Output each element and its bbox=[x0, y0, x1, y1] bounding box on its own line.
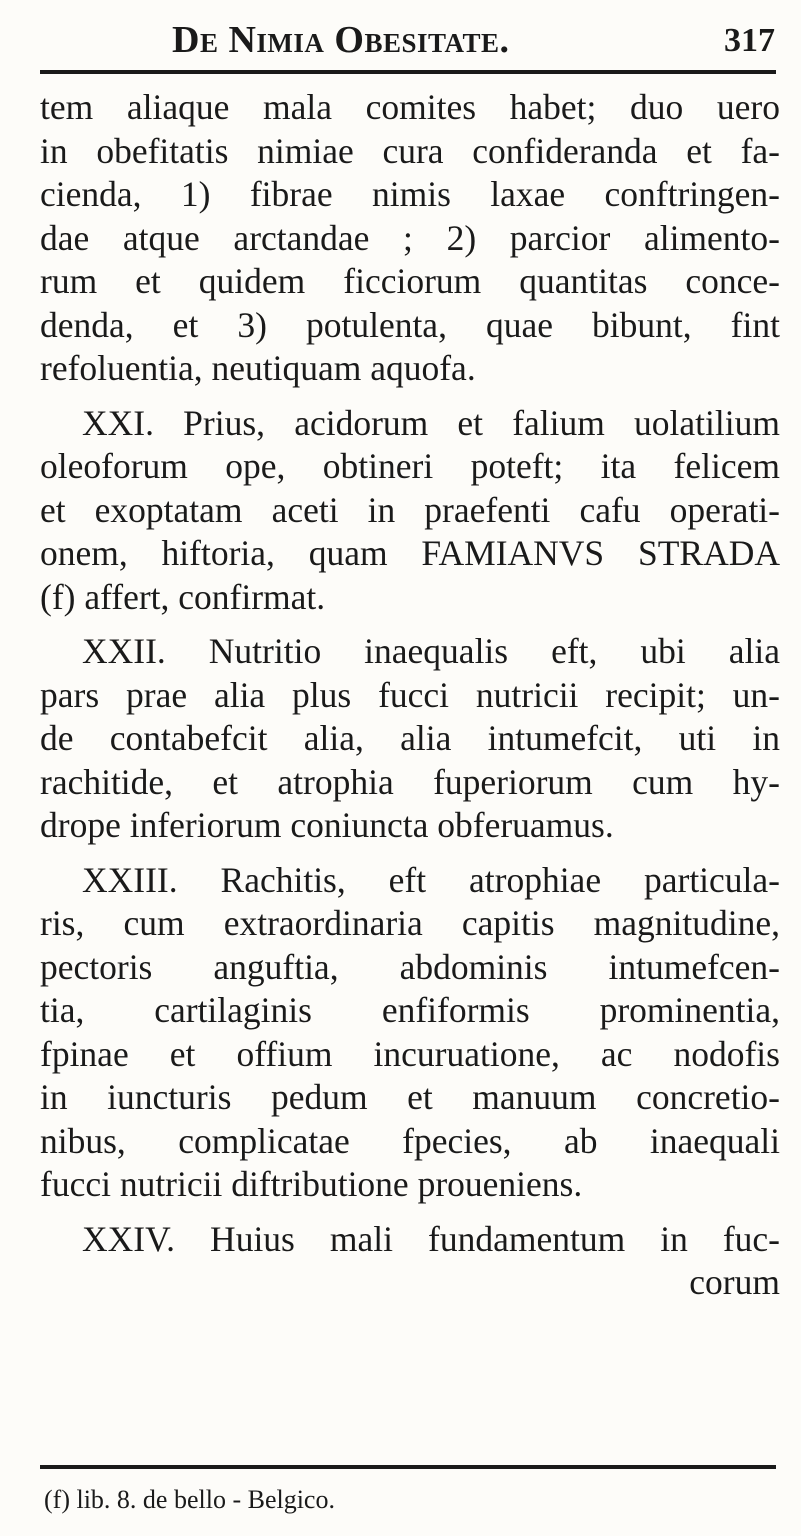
section-xxi-first-line: XXI. Prius, acidorum et falium uolatilium bbox=[82, 402, 780, 443]
paragraph-gap bbox=[40, 848, 780, 859]
text-line: ris, cum extraordinaria capitis magnitudine, bbox=[40, 903, 780, 943]
text-line: fpinae et offium incuruatione, ac nodofis bbox=[40, 1033, 780, 1074]
text-line: pectoris anguftia, abdominis intumefcen- bbox=[40, 946, 780, 987]
text-line: et exoptatam aceti in praefenti cafu operati- bbox=[40, 489, 780, 530]
text-line: denda, et 3) potulenta, quae bibunt, fint bbox=[40, 304, 780, 345]
text-line: nibus, complicatae fpecies, ab inaequali bbox=[40, 1120, 780, 1161]
section-xxiv-first-line: XXIV. Huius mali fundamentum in fuc- bbox=[82, 1218, 780, 1259]
section-xxii-first-line: XXII. Nutritio inaequalis eft, ubi alia bbox=[82, 631, 780, 671]
text-line: fucci nutricii diftributione proueniens. bbox=[40, 1164, 583, 1204]
body-text bbox=[40, 86, 780, 1305]
running-head bbox=[0, 14, 801, 64]
text-line: refoluentia, neutiquam aquofa. bbox=[40, 348, 476, 388]
paragraph-gap bbox=[40, 391, 780, 402]
text-line: dae atque arctandae ; 2) parcior alimento- bbox=[40, 217, 780, 258]
text-line: tia, cartilaginis enfiformis prominentia, bbox=[40, 990, 780, 1030]
running-title: De Nimia Obesitate. bbox=[172, 19, 510, 61]
text-line: drope inferiorum coniuncta obferuamus. bbox=[40, 805, 614, 845]
page-number: 317 bbox=[724, 22, 775, 59]
header-rule bbox=[40, 70, 776, 74]
text-line: rum et quidem ficciorum quantitas conce- bbox=[40, 261, 780, 301]
paragraph-gap bbox=[40, 1207, 780, 1218]
text-line: de contabefcit alia, alia intumefcit, uti in bbox=[40, 718, 780, 758]
text-line: (f) affert, confirmat. bbox=[40, 576, 326, 617]
text-line: tem aliaque mala comites habet; duo uero bbox=[40, 87, 780, 127]
paragraph-gap bbox=[40, 619, 780, 630]
text-line: oleoforum ope, obtineri poteft; ita felicem bbox=[40, 446, 780, 486]
text-line: in iuncturis pedum et manuum concretio- bbox=[40, 1077, 780, 1117]
text-line: onem, hiftoria, quam FAMIANVS STRADA bbox=[40, 533, 780, 573]
catchword: corum bbox=[689, 1262, 780, 1302]
footnote: (f) lib. 8. de bello - Belgico. bbox=[44, 1485, 335, 1514]
section-xxiii-first-line: XXIII. Rachitis, eft atrophiae particula- bbox=[82, 859, 780, 900]
text-line: pars prae alia plus fucci nutricii recipit; un- bbox=[40, 674, 780, 715]
text-line: rachitide, et atrophia fuperiorum cum hy- bbox=[40, 761, 780, 802]
footnote-rule bbox=[40, 1465, 776, 1469]
text-line: cienda, 1) fibrae nimis laxae conftringen- bbox=[40, 174, 780, 214]
text-line: in obefitatis nimiae cura confideranda et fa- bbox=[40, 130, 780, 171]
